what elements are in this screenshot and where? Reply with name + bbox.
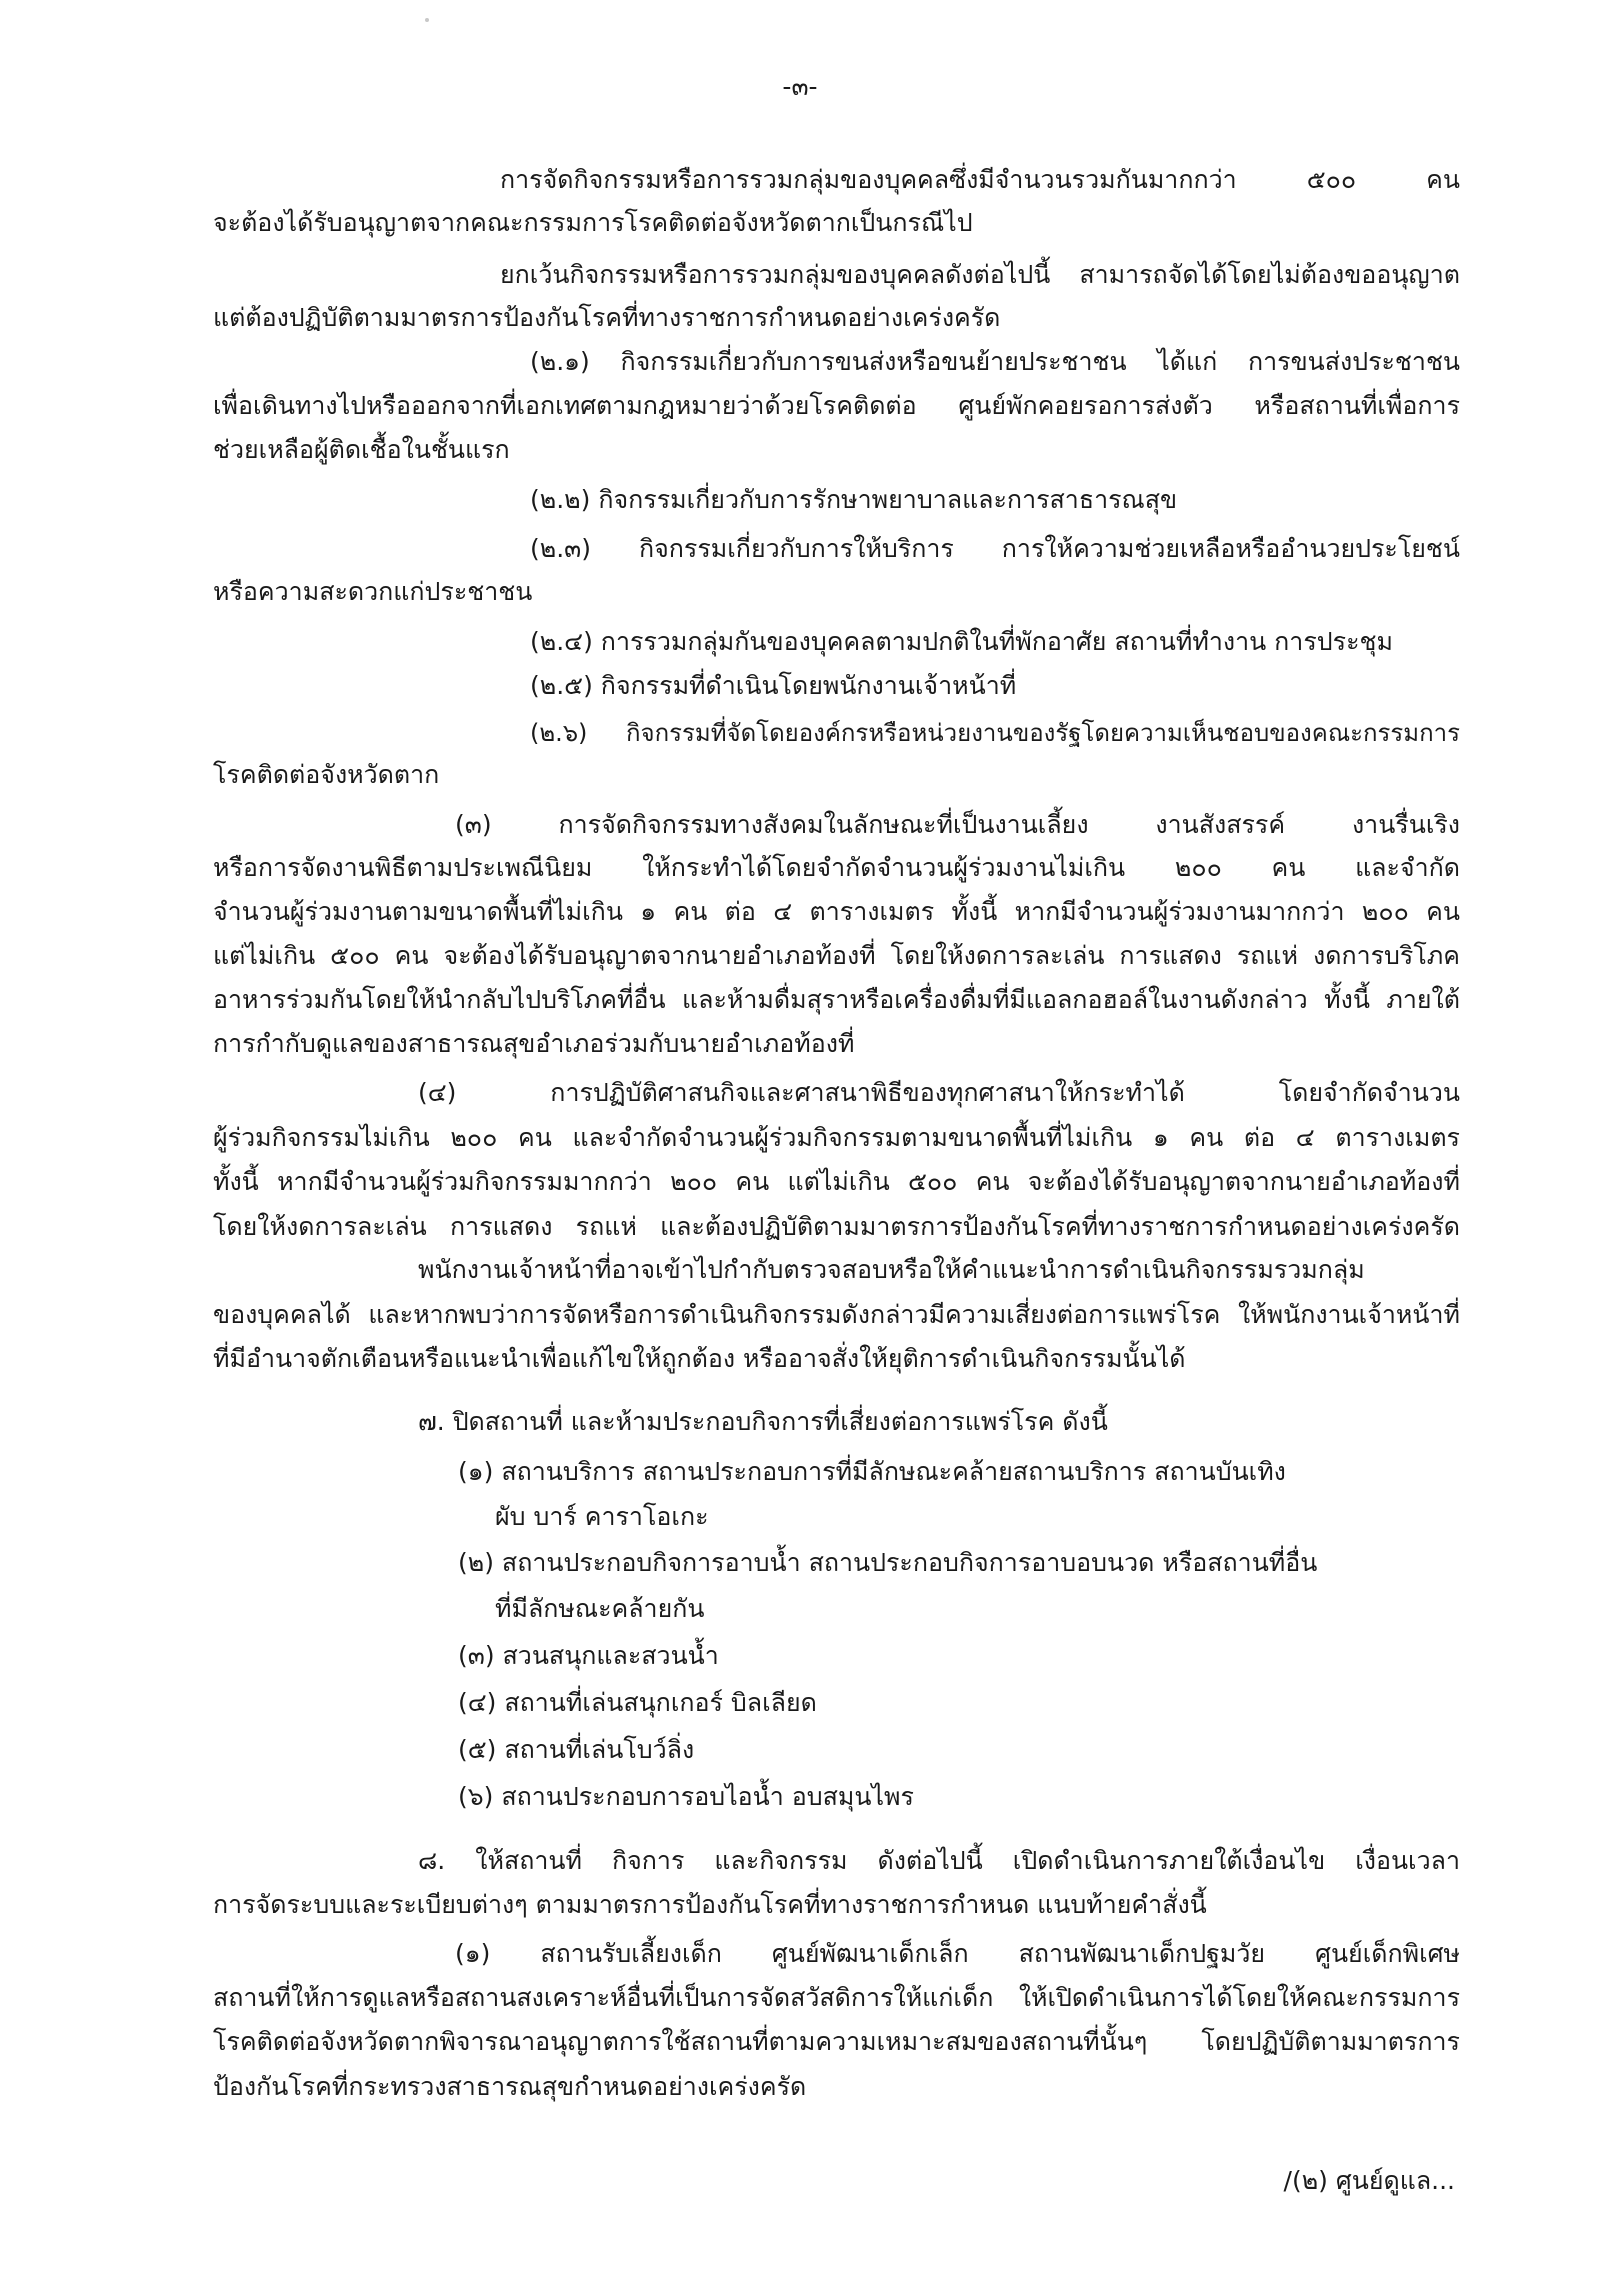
text-line: (๑) สถานรับเลี้ยงเด็ก ศูนย์พัฒนาเด็กเล็ก สถานพัฒนาเด็กปฐมวัย ศูนย์เด็กพิเศษ [455,1939,1460,1968]
text-line: (๔) สถานที่เล่นสนุกเกอร์ บิลเลียด [458,1688,817,1717]
text-line: แต่ไม่เกิน ๕๐๐ คน จะต้องได้รับอนุญาตจากนายอำเภอท้องที่ โดยให้งดการละเล่น การแสดง รถแห่ งดการบริโภค [213,941,1460,970]
text-line: (๒.๒) กิจกรรมเกี่ยวกับการรักษาพยาบาลและการสาธารณสุข [530,485,1178,514]
text-line: (๒.๕) กิจกรรมที่ดำเนินโดยพนักงานเจ้าหน้าที่ [530,671,1017,700]
text-line: แต่ต้องปฏิบัติตามมาตรการป้องกันโรคที่ทางราชการกำหนดอย่างเคร่งครัด [213,303,1001,332]
text-line: การกำกับดูแลของสาธารณสุขอำเภอร่วมกับนายอำเภอท้องที่ [213,1029,855,1058]
page-number: -๓- [782,72,818,101]
text-line: หรือการจัดงานพิธีตามประเพณีนิยม ให้กระทำได้โดยจำกัดจำนวนผู้ร่วมงานไม่เกิน ๒๐๐ คน และจำกัด [213,853,1460,882]
text-line: ของบุคคลได้ และหากพบว่าการจัดหรือการดำเนินกิจกรรมดังกล่าวมีความเสี่ยงต่อการแพร่โรค ให้พนักงานเจ้าหน้าที่ [213,1300,1460,1329]
text-line: เพื่อเดินทางไปหรือออกจากที่เอกเทศตามกฎหมายว่าด้วยโรคติดต่อ ศูนย์พักคอยรอการส่งตัว หรือสถานที่เพื่อการ [213,391,1460,420]
text-line: โรคติดต่อจังหวัดตากพิจารณาอนุญาตการใช้สถานที่ตามความเหมาะสมของสถานที่นั้นๆ โดยปฏิบัติตามมาตรการ [213,2027,1460,2056]
text-line: จะต้องได้รับอนุญาตจากคณะกรรมการโรคติดต่อจังหวัดตากเป็นกรณีไป [213,208,973,237]
text-line: ที่มีลักษณะคล้ายกัน [495,1594,705,1623]
text-line: (๖) สถานประกอบการอบไอน้ำ อบสมุนไพร [458,1782,914,1811]
text-line: ช่วยเหลือผู้ติดเชื้อในชั้นแรก [213,435,510,464]
text-line: พนักงานเจ้าหน้าที่อาจเข้าไปกำกับตรวจสอบหรือให้คำแนะนำการดำเนินกิจกรรมรวมกลุ่ม [418,1255,1365,1284]
continuation-reference: /(๒) ศูนย์ดูแล... [1283,2166,1455,2195]
text-line: ๘. ให้สถานที่ กิจการ และกิจกรรม ดังต่อไปนี้ เปิดดำเนินการภายใต้เงื่อนไข เงื่อนเวลา [418,1846,1460,1875]
text-line: หรือความสะดวกแก่ประชาชน [213,577,533,606]
text-line: (๒.๖) กิจกรรมที่จัดโดยองค์กรหรือหน่วยงานของรัฐโดยความเห็นชอบของคณะกรรมการ [530,719,1460,747]
text-line: การจัดกิจกรรมหรือการรวมกลุ่มของบุคคลซึ่งมีจำนวนรวมกันมากกว่า ๕๐๐ คน [500,165,1460,194]
text-line: อาหารร่วมกันโดยให้นำกลับไปบริโภคที่อื่น และห้ามดื่มสุราหรือเครื่องดื่มที่มีแอลกอฮอล์ในงานดังกล่าว ทั้งนี้ ภายใต้ [213,985,1460,1014]
text-line: ที่มีอำนาจตักเตือนหรือแนะนำเพื่อแก้ไขให้ถูกต้อง หรืออาจสั่งให้ยุติการดำเนินกิจกรรมนั้นได้ [213,1344,1186,1373]
text-line: ยกเว้นกิจกรรมหรือการรวมกลุ่มของบุคคลดังต่อไปนี้ สามารถจัดได้โดยไม่ต้องขออนุญาต [500,260,1460,289]
text-line: โรคติดต่อจังหวัดตาก [213,760,440,789]
text-line: (๕) สถานที่เล่นโบว์ลิ่ง [458,1735,695,1764]
text-line: (๑) สถานบริการ สถานประกอบการที่มีลักษณะคล้ายสถานบริการ สถานบันเทิง [458,1457,1286,1486]
text-line: การจัดระบบและระเบียบต่างๆ ตามมาตรการป้องกันโรคที่ทางราชการกำหนด แนบท้ายคำสั่งนี้ [213,1890,1207,1919]
text-line: (๒.๑) กิจกรรมเกี่ยวกับการขนส่งหรือขนย้ายประชาชน ได้แก่ การขนส่งประชาชน [530,347,1460,376]
text-line: ผู้ร่วมกิจกรรมไม่เกิน ๒๐๐ คน และจำกัดจำนวนผู้ร่วมกิจกรรมตามขนาดพื้นที่ไม่เกิน ๑ คน ต่อ ๔ ตารางเมตร [213,1123,1460,1152]
text-line: ป้องกันโรคที่กระทรวงสาธารณสุขกำหนดอย่างเคร่งครัด [213,2072,807,2101]
text-line: (๓) สวนสนุกและสวนน้ำ [458,1641,719,1670]
text-line: ทั้งนี้ หากมีจำนวนผู้ร่วมกิจกรรมมากกว่า ๒๐๐ คน แต่ไม่เกิน ๕๐๐ คน จะต้องได้รับอนุญาตจากนายอำเภอท้องที่ [213,1167,1460,1196]
text-line: โดยให้งดการละเล่น การแสดง รถแห่ และต้องปฏิบัติตามมาตรการป้องกันโรคที่ทางราชการกำหนดอย่างเคร่งครัด [213,1212,1460,1241]
text-line: (๒) สถานประกอบกิจการอาบน้ำ สถานประกอบกิจการอาบอบนวด หรือสถานที่อื่น [458,1548,1318,1577]
text-line: (๔) การปฏิบัติศาสนกิจและศาสนาพิธีของทุกศาสนาให้กระทำได้ โดยจำกัดจำนวน [418,1078,1460,1107]
text-line: (๓) การจัดกิจกรรมทางสังคมในลักษณะที่เป็นงานเลี้ยง งานสังสรรค์ งานรื่นเริง [455,810,1460,839]
text-line: (๒.๓) กิจกรรมเกี่ยวกับการให้บริการ การให้ความช่วยเหลือหรืออำนวยประโยชน์ [530,534,1460,563]
text-line: (๒.๔) การรวมกลุ่มกันของบุคคลตามปกติในที่พักอาศัย สถานที่ทำงาน การประชุม [530,627,1393,656]
text-line: ๗. ปิดสถานที่ และห้ามประกอบกิจการที่เสี่ยงต่อการแพร่โรค ดังนี้ [418,1407,1108,1436]
text-line: สถานที่ให้การดูแลหรือสถานสงเคราะห์อื่นที่เป็นการจัดสวัสดิการให้แก่เด็ก ให้เปิดดำเนินการได้โดยให้คณะกรรมการ [213,1983,1460,2012]
text-line: จำนวนผู้ร่วมงานตามขนาดพื้นที่ไม่เกิน ๑ คน ต่อ ๔ ตารางเมตร ทั้งนี้ หากมีจำนวนผู้ร่วมงานมากกว่า ๒๐๐ คน [213,897,1460,926]
text-line: ผับ บาร์ คาราโอเกะ [495,1502,709,1531]
scan-speck [425,18,429,22]
